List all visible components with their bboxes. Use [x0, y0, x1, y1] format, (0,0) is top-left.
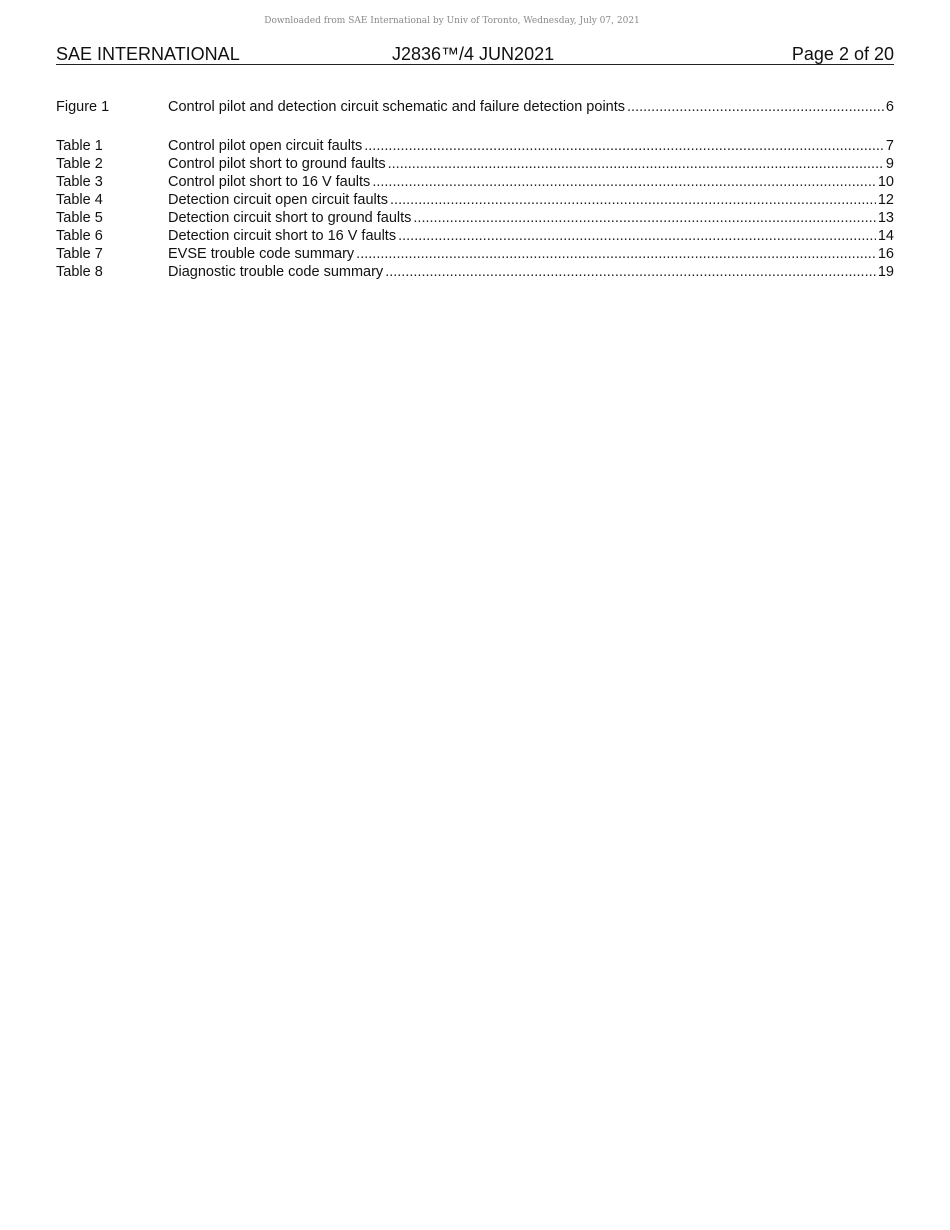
entry-label: Table 6: [56, 228, 103, 244]
table-entry[interactable]: [56, 173, 894, 191]
entry-page: 6: [885, 99, 894, 115]
table-entry[interactable]: [56, 191, 894, 209]
table-entry[interactable]: [56, 155, 894, 173]
table-entry[interactable]: [56, 137, 894, 155]
entry-label: Table 3: [56, 174, 103, 190]
dot-leader: [627, 98, 884, 116]
figure-entry[interactable]: [56, 98, 894, 116]
entry-label: Table 4: [56, 192, 103, 208]
entry-label: Table 8: [56, 264, 103, 280]
entry-title: Control pilot short to ground faults: [168, 156, 386, 172]
dot-leader: [398, 227, 876, 245]
publisher-name: SAE INTERNATIONAL: [56, 44, 240, 64]
entry-title: Control pilot short to 16 V faults: [168, 174, 371, 190]
entry-label: Table 1: [56, 138, 103, 154]
dot-leader: [388, 155, 884, 173]
entry-title: Detection circuit open circuit faults: [168, 192, 389, 208]
table-entry[interactable]: [56, 209, 894, 227]
entry-title: Detection circuit short to 16 V faults: [168, 228, 397, 244]
list-of-figures: [56, 98, 894, 116]
document-id: J2836™/4 JUN2021: [392, 44, 555, 64]
entry-label: Figure 1: [56, 99, 110, 115]
entry-title: EVSE trouble code summary: [168, 246, 355, 262]
table-entry[interactable]: [56, 263, 894, 281]
table-entry[interactable]: [56, 245, 894, 263]
entry-page: 13: [877, 210, 894, 226]
entry-page: 10: [877, 174, 894, 190]
dot-leader: [390, 191, 876, 209]
page-number: Page 2 of 20: [791, 44, 894, 64]
dot-leader: [413, 209, 875, 227]
download-watermark: Downloaded from SAE International by Univ of Toronto, Wednesday, July 07, 2021: [264, 16, 640, 26]
dot-leader: [372, 173, 876, 191]
entry-label: Table 7: [56, 246, 103, 262]
entry-page: 9: [885, 156, 894, 172]
entry-label: Table 5: [56, 210, 103, 226]
dot-leader: [356, 245, 876, 263]
entry-label: Table 2: [56, 156, 103, 172]
table-entry[interactable]: [56, 227, 894, 245]
entry-title: Control pilot open circuit faults: [168, 138, 363, 154]
entry-title: Detection circuit short to ground faults: [168, 210, 412, 226]
dot-leader: [385, 263, 876, 281]
entry-title: Control pilot and detection circuit schematic and failure detection points: [168, 99, 626, 115]
dot-leader: [364, 137, 884, 155]
entry-page: 12: [877, 192, 894, 208]
list-of-tables: [56, 137, 894, 281]
entry-page: 14: [877, 228, 894, 244]
page-header: [56, 42, 894, 65]
entry-page: 7: [885, 138, 894, 154]
entry-title: Diagnostic trouble code summary: [168, 264, 384, 280]
entry-page: 19: [877, 264, 894, 280]
entry-page: 16: [877, 246, 894, 262]
